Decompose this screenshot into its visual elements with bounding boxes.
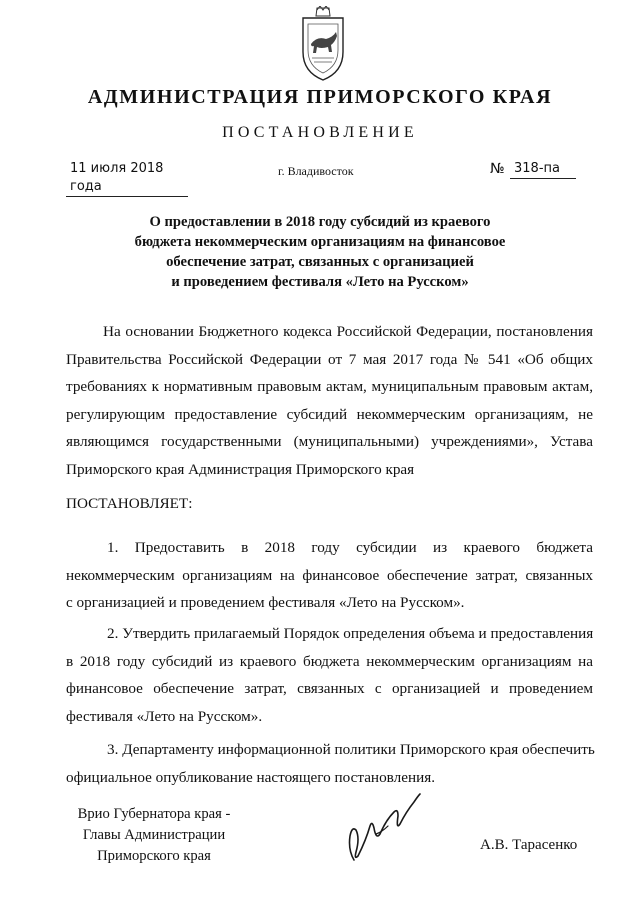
- item-2-line: фестиваля «Лето на Русском».: [66, 707, 263, 725]
- document-title: [110, 212, 530, 292]
- item-2-line: финансовое обеспечение затрат, связанных с организацией и проведением: [66, 680, 593, 698]
- preamble-line: требованиях к нормативным правовым актам, муниципальным правовым актам,: [66, 378, 593, 396]
- document-city: г. Владивосток: [278, 164, 354, 178]
- signatory-name: А.В. Тарасенко: [480, 837, 578, 853]
- organization-heading: АДМИНИСТРАЦИЯ ПРИМОРСКОГО КРАЯ: [87, 86, 553, 108]
- preamble-line: Приморского края Администрация Приморского края: [66, 460, 415, 478]
- title-line: О предоставлении в 2018 году субсидий из краевого: [149, 214, 491, 230]
- title-line: и проведением фестиваля «Лето на Русском»: [171, 274, 469, 290]
- preamble-line: регулирующим предоставление субсидий некоммерческим организациям, не: [66, 405, 593, 423]
- title-line: бюджета некоммерческим организациям на финансовое: [134, 234, 506, 250]
- document-type-heading: ПОСТАНОВЛЕНИЕ: [222, 124, 418, 141]
- handwritten-signature: [340, 790, 430, 866]
- signatory-position: [66, 804, 242, 867]
- decree-word-text: ПОСТАНОВЛЯЕТ:: [66, 495, 193, 512]
- number-sign: №: [490, 161, 505, 177]
- item-1-line: 1. Предоставить в 2018 году субсидии из краевого бюджета: [107, 539, 593, 556]
- item-3-line: официальное опубликование настоящего постановления.: [66, 768, 435, 786]
- item-3-line: 3. Департаменту информационной политики Приморского края обеспечить: [107, 741, 595, 758]
- item-3-paragraph: [66, 736, 593, 791]
- preamble-paragraph: [66, 318, 593, 484]
- item-1-line: с организацией и проведением фестиваля «Лето на Русском».: [66, 594, 465, 612]
- title-line: обеспечение затрат, связанных с организацией: [166, 254, 474, 270]
- decree-word: [66, 490, 593, 518]
- signatory-position-line: Главы Администрации: [82, 827, 226, 843]
- item-2-line: 2. Утвердить прилагаемый Порядок определения объема и предоставления: [107, 625, 594, 642]
- item-1-paragraph: [66, 534, 593, 617]
- document-date: 11 июля 2018 года: [66, 160, 188, 197]
- item-1-line: некоммерческим организациям на финансовое обеспечение затрат, связанных: [66, 566, 593, 584]
- signatory-position-line: Приморского края: [97, 848, 211, 864]
- document-number: 318-па: [510, 160, 576, 179]
- item-2-paragraph: [66, 620, 593, 730]
- preamble-line: являющимся государственными (муниципальными) учреждениями», Устава: [66, 433, 593, 451]
- coat-of-arms-emblem: [299, 6, 347, 82]
- preamble-line: На основании Бюджетного кодекса Российской Федерации, постановления: [103, 323, 593, 340]
- signatory-position-line: Врио Губернатора края -: [77, 806, 231, 822]
- item-2-line: в 2018 году субсидий из краевого бюджета некоммерческим организациям на: [66, 652, 593, 670]
- preamble-line: Правительства Российской Федерации от 7 мая 2017 года № 541 «Об общих: [66, 350, 593, 368]
